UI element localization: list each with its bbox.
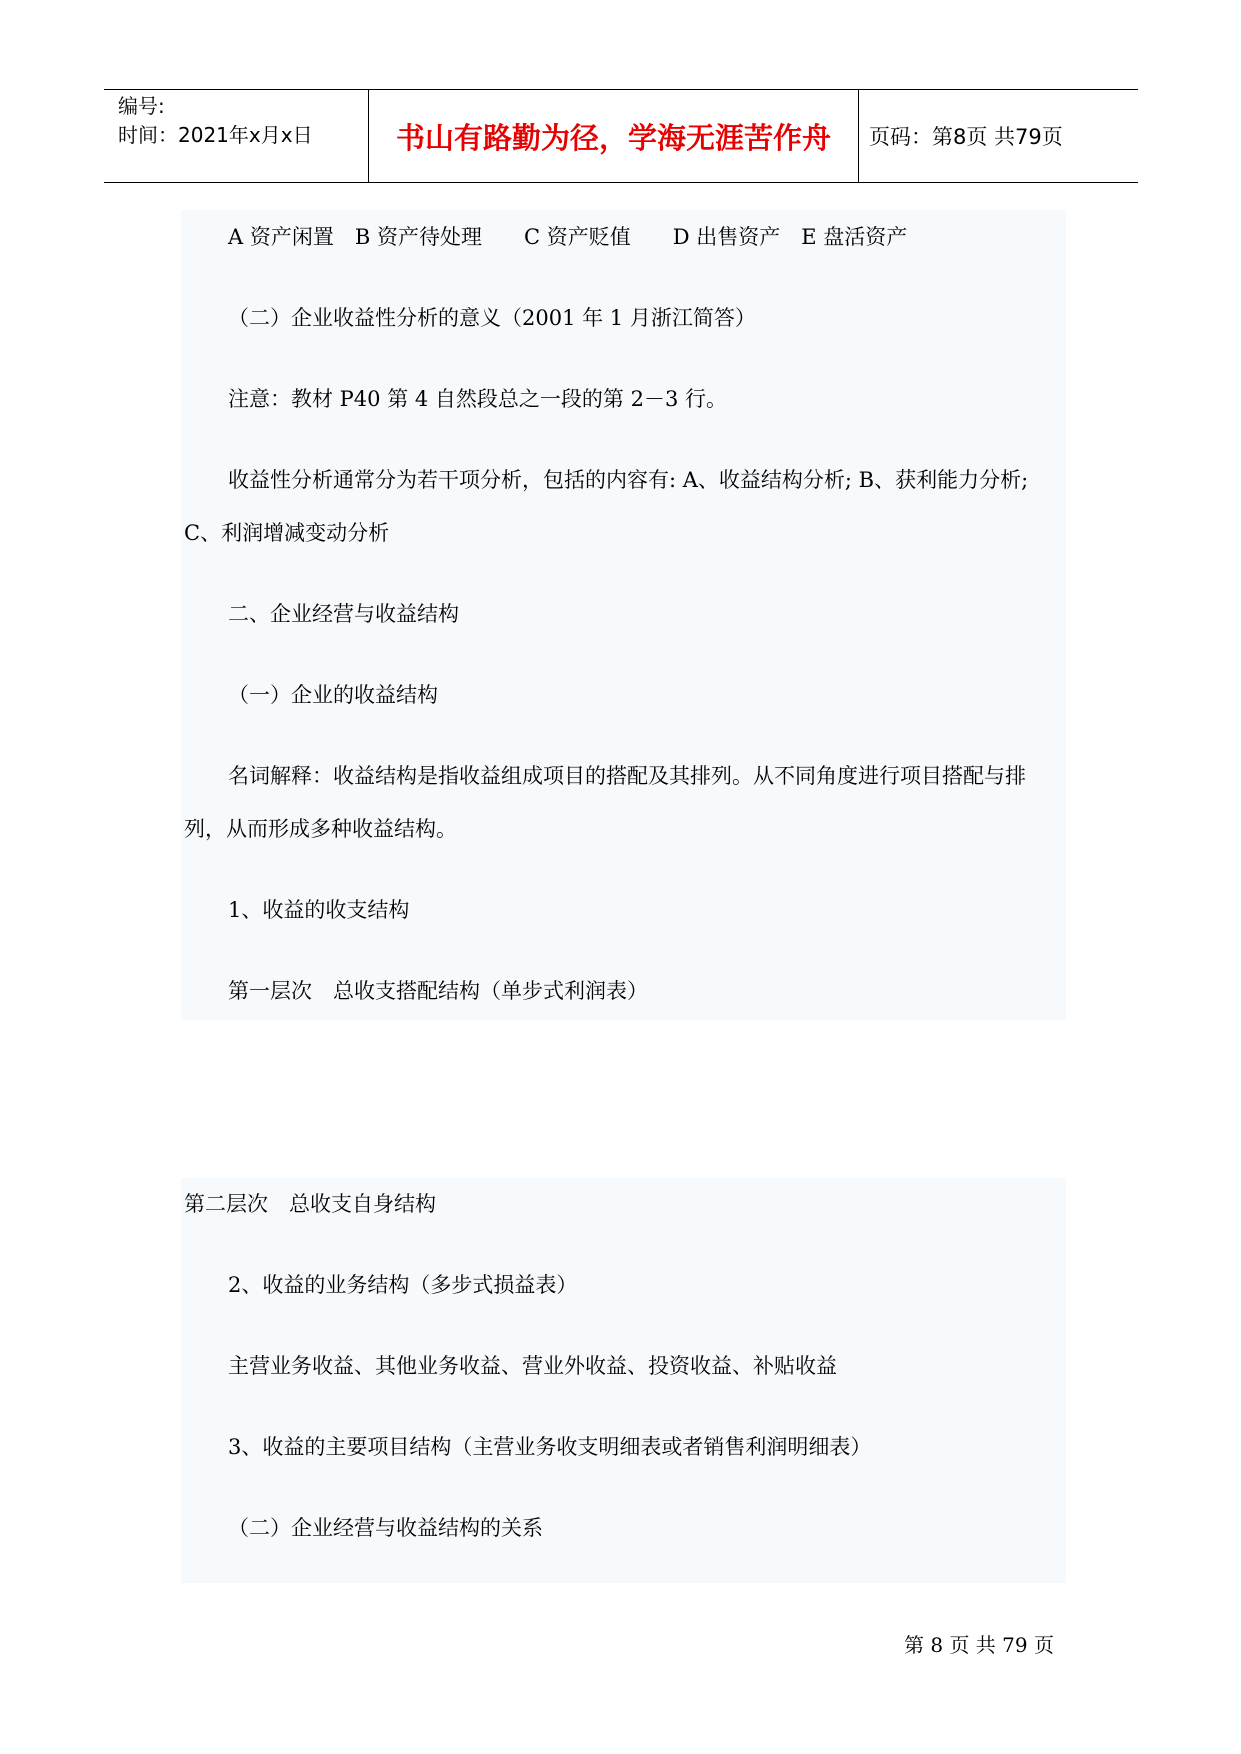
paragraph-text: C、利润增减变动分析: [184, 521, 390, 545]
header-meta-cell: [104, 90, 368, 182]
document-header: [104, 89, 1138, 183]
paragraph-heading: 1、收益的收支结构: [228, 898, 410, 922]
paragraph-text: 第一层次 总收支搭配结构（单步式利润表）: [228, 979, 648, 1003]
paragraph-definition: 名词解释：收益结构是指收益组成项目的搭配及其排列。从不同角度进行项目搭配与排: [228, 764, 1026, 788]
paragraph-text: 第二层次 总收支自身结构: [184, 1192, 436, 1216]
header-slogan-cell: [368, 90, 859, 182]
paragraph-heading: （二）企业收益性分析的意义（2001 年 1 月浙江简答）: [228, 306, 756, 330]
slogan-text: 书山有路勤为径，学海无涯苦作舟: [395, 120, 831, 155]
paragraph-definition: 列，从而形成多种收益结构。: [184, 817, 457, 841]
paragraph-heading: （二）企业经营与收益结构的关系: [228, 1516, 543, 1540]
paragraph-note: 注意：教材 P40 第 4 自然段总之一段的第 2－3 行。: [228, 387, 727, 411]
time-label: 时间：2021年x月x日: [118, 123, 313, 147]
paragraph-text: 主营业务收益、其他业务收益、营业外收益、投资收益、补贴收益: [228, 1354, 837, 1378]
paragraph-text: 收益性分析通常分为若干项分析，包括的内容有: A、收益结构分析; B、获利能力分析;: [228, 468, 1029, 492]
serial-number-label: 编号:: [118, 94, 165, 118]
paragraph-heading: 二、企业经营与收益结构: [228, 602, 459, 626]
paragraph-heading: （一）企业的收益结构: [228, 683, 438, 707]
page-code-text: 页码：第8页 共79页: [869, 125, 1063, 149]
header-page-cell: [859, 90, 1138, 182]
paragraph-heading: 2、收益的业务结构（多步式损益表）: [228, 1273, 578, 1297]
paragraph-options: A 资产闲置 B 资产待处理 C 资产贬值 D 出售资产 E 盘活资产: [228, 225, 908, 249]
page-footer: 第 8 页 共 79 页: [904, 1633, 1054, 1657]
paragraph-heading: 3、收益的主要项目结构（主营业务收支明细表或者销售利润明细表）: [228, 1435, 872, 1459]
